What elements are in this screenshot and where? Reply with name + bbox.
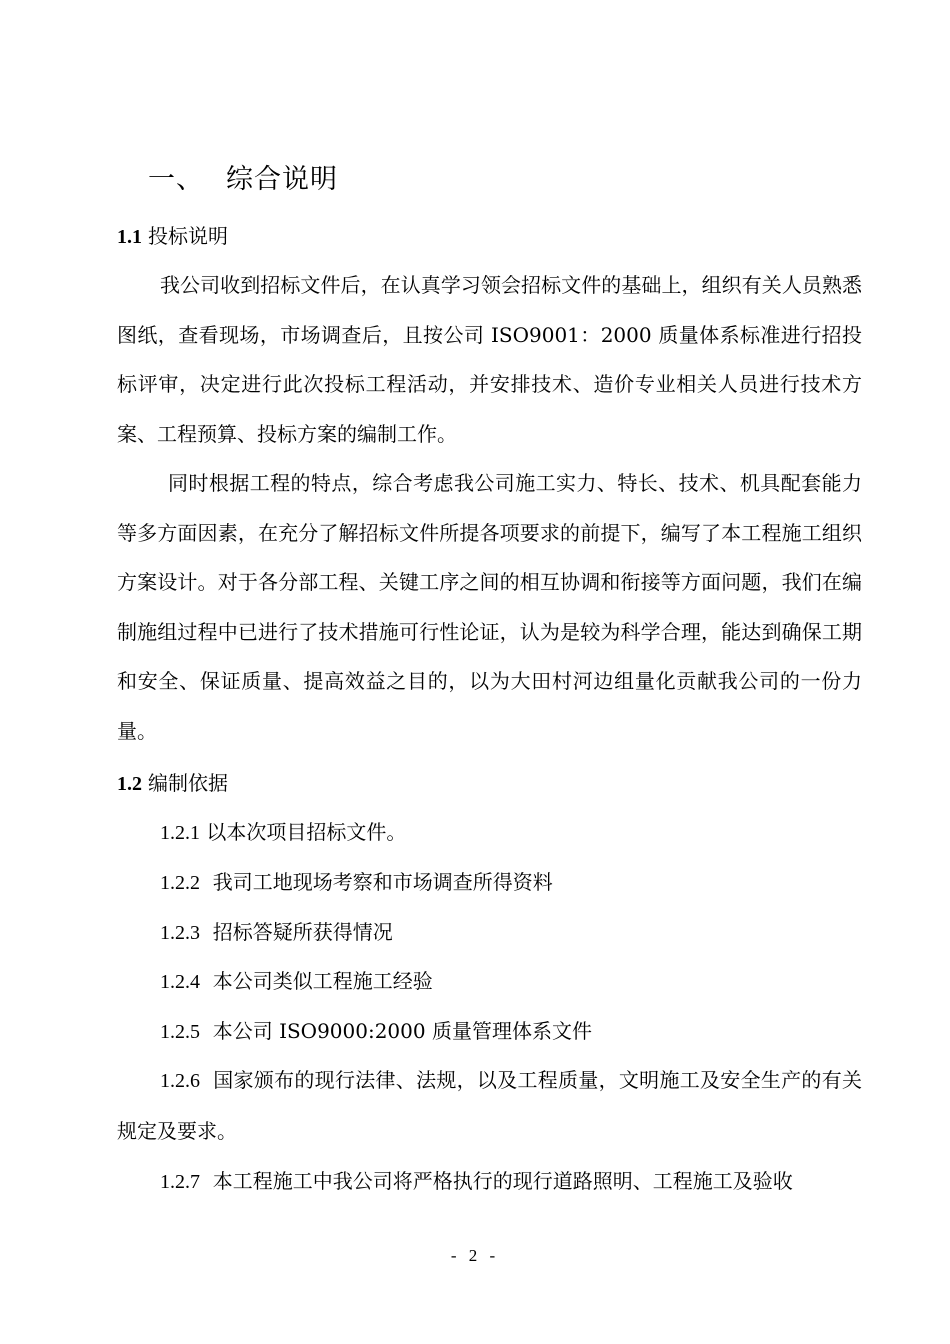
item-text: 招标答疑所获得情况 xyxy=(212,920,393,944)
chapter-title: 综合说明 xyxy=(226,164,338,195)
chapter-heading xyxy=(148,160,338,200)
item-text: 国家颁布的现行法律、法规，以及工程质量，文明施工及安全生产的有关规定及要求。 xyxy=(117,1068,862,1143)
basis-item xyxy=(160,817,406,848)
section-title: 投标说明 xyxy=(148,224,228,248)
paragraph-bid-description: 我公司收到招标文件后，在认真学习领会招标文件的基础上，组织有关人员熟悉图纸，查看现场，市场调查后，且按公司 ISO9001：2000 质量体系标准进行招投标评审，决定进行此次投标工程活动，并安排技术、造价专业相关人员进行技术方案、工程预算、投标方案的编制工作。 xyxy=(117,273,862,446)
basis-item xyxy=(160,917,393,948)
basis-item xyxy=(117,1056,862,1156)
item-number: 1.2.3 xyxy=(160,922,200,944)
section-heading-1-1 xyxy=(117,221,228,252)
item-number: 1.2.4 xyxy=(160,971,200,993)
item-number: 1.2.5 xyxy=(160,1021,200,1043)
item-number: 1.2.2 xyxy=(160,872,200,894)
section-number: 1.2 xyxy=(117,773,142,795)
paragraph-design-basis: 同时根据工程的特点，综合考虑我公司施工实力、特长、技术、机具配套能力等多方面因素，在充分了解招标文件所提各项要求的前提下，编写了本工程施工组织方案设计。对于各分部工程、关键工序之间的相互协调和衔接等方面问题，我们在编制施组过程中已进行了技术措施可行性论证，认为是较为科学合理，能达到确保工期和安全、保证质量、提高效益之目的，以为大田村河边组量化贡献我公司的一份力量。 xyxy=(117,471,862,743)
basis-item xyxy=(160,867,553,898)
item-number: 1.2.6 xyxy=(160,1070,200,1092)
section-number: 1.1 xyxy=(117,226,142,248)
item-text: 本公司类似工程施工经验 xyxy=(212,969,433,993)
item-number: 1.2.1 xyxy=(160,822,200,844)
chapter-number: 一、 xyxy=(148,164,204,195)
page-number: - 2 - xyxy=(450,1246,500,1265)
item-text: 以本次项目招标文件。 xyxy=(206,820,407,844)
item-text: 我司工地现场考察和市场调查所得资料 xyxy=(212,870,553,894)
basis-item xyxy=(160,1016,592,1047)
item-number: 1.2.7 xyxy=(160,1171,200,1193)
item-text: 本工程施工中我公司将严格执行的现行道路照明、工程施工及验收 xyxy=(212,1169,793,1193)
section-heading-1-2 xyxy=(117,768,228,799)
basis-item xyxy=(160,1166,793,1197)
section-title: 编制依据 xyxy=(148,771,228,795)
item-text: 本公司 ISO9000:2000 质量管理体系文件 xyxy=(212,1019,592,1043)
basis-item xyxy=(160,966,433,997)
